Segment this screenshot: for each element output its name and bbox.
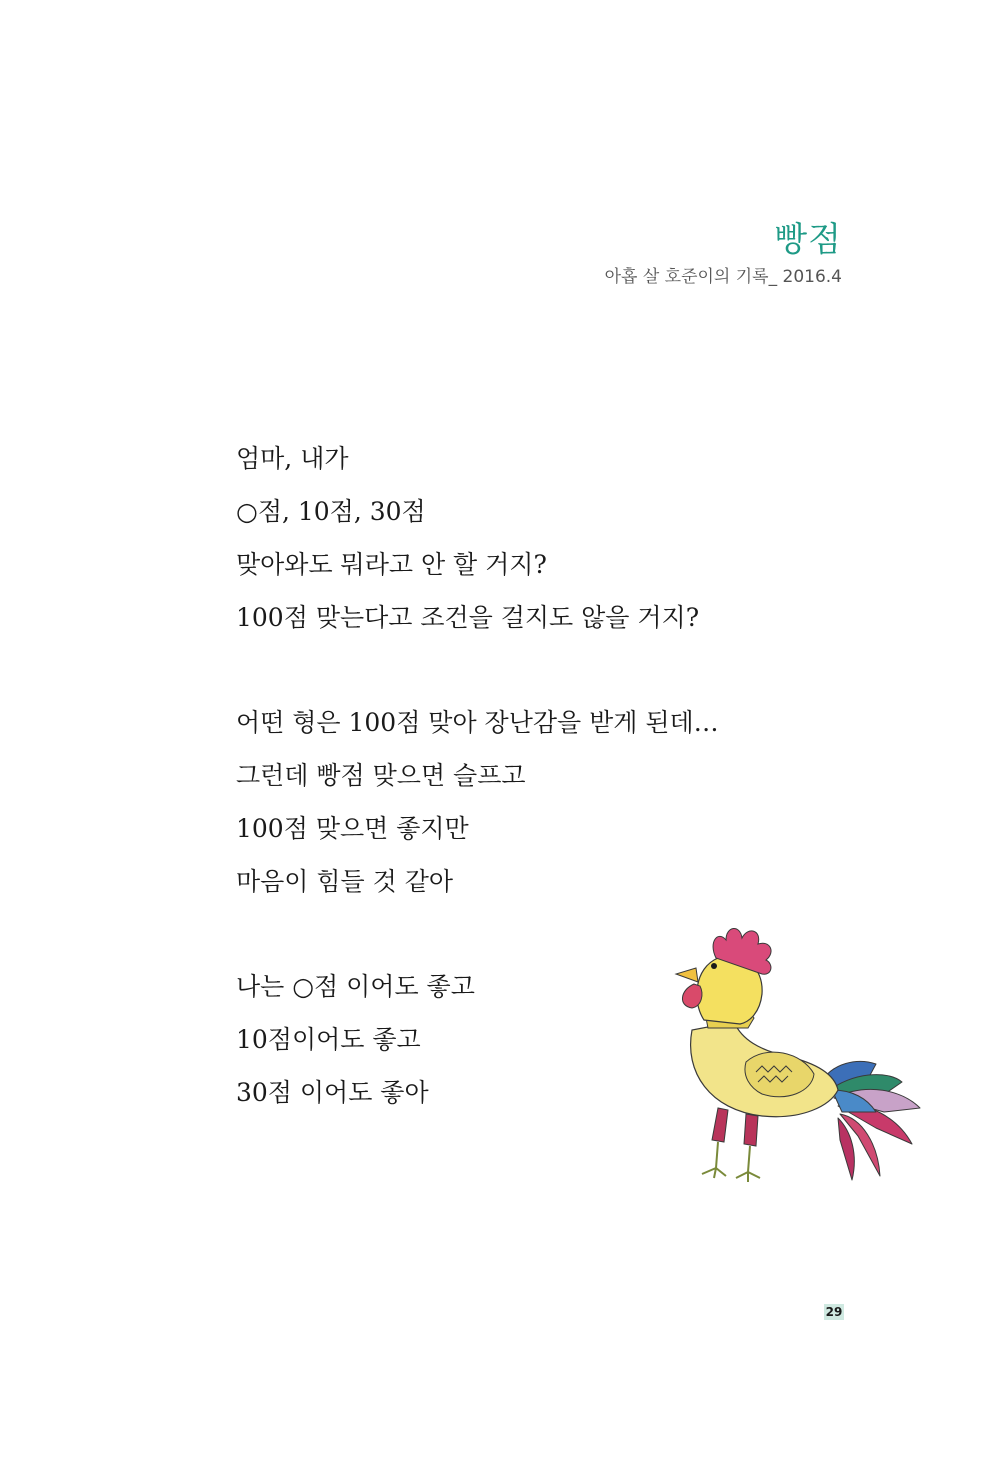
page-title: 빵점: [774, 220, 842, 260]
poem-line: 10점이어도 좋고: [236, 1025, 421, 1054]
stanza-1: [236, 432, 796, 644]
poem-line: ○점, 10점, 30점: [236, 497, 426, 526]
stanza-gap: [236, 644, 796, 696]
stanza-2: [236, 696, 796, 908]
rooster-drawing-icon: [662, 922, 952, 1192]
poem-line: 마음이 힘들 것 같아: [236, 867, 454, 896]
poem-line: 30점 이어도 좋아: [236, 1078, 429, 1107]
page-number: 29: [825, 1305, 843, 1319]
poem-line: 100점 맞는다고 조건을 걸지도 않을 거지?: [236, 603, 700, 632]
page-subtitle: 아홉 살 호준이의 기록_ 2016.4: [604, 267, 842, 287]
poem-line: 엄마, 내가: [236, 444, 349, 473]
poem-line: 어떤 형은 100점 맞아 장난감을 받게 된데…: [236, 708, 719, 737]
poem-line: 그런데 빵점 맞으면 슬프고: [236, 761, 526, 790]
poem-line: 100점 맞으면 좋지만: [236, 814, 469, 843]
poem-line: 맞아와도 뭐라고 안 할 거지?: [236, 550, 547, 579]
poem-line: 나는 ○점 이어도 좋고: [236, 972, 475, 1001]
